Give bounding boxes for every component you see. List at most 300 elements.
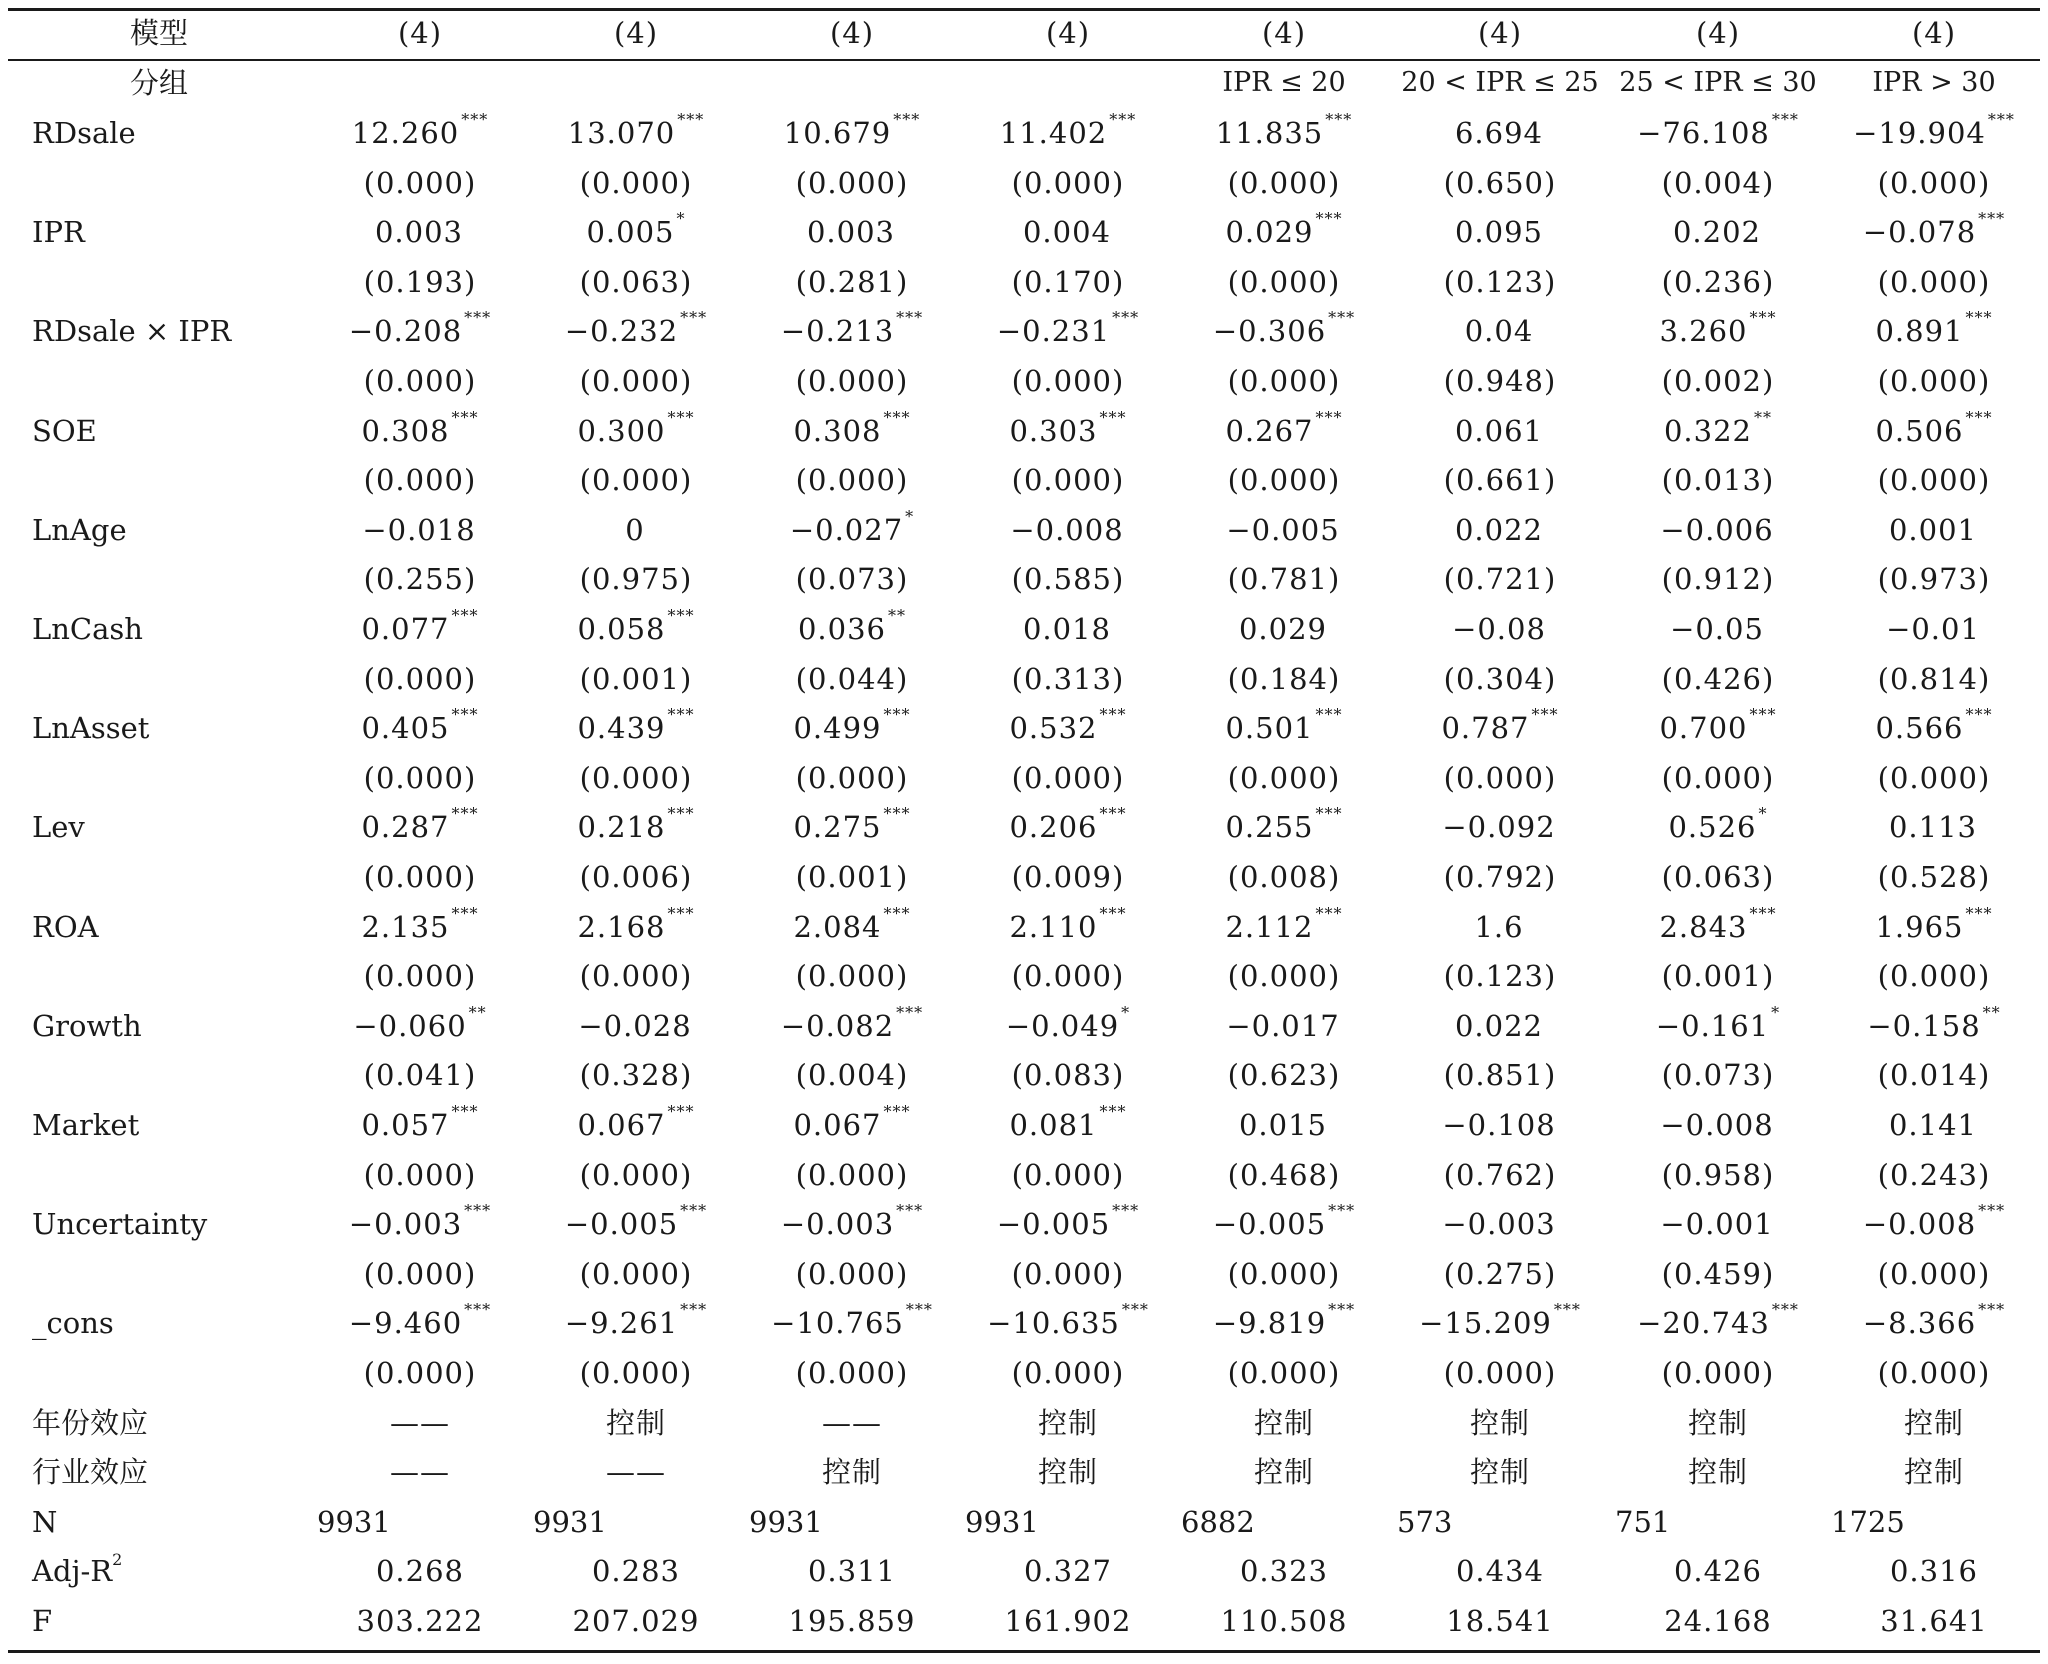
significance-stars: *** bbox=[883, 705, 911, 725]
coef-cell bbox=[1611, 1001, 1825, 1051]
pvalue-row-6 bbox=[0, 753, 2048, 803]
significance-stars: *** bbox=[1553, 1300, 1581, 1320]
coef-cell bbox=[1827, 902, 2041, 952]
n-cell-value: 6882 bbox=[1181, 1504, 1255, 1539]
pvalue-cell bbox=[961, 554, 1175, 604]
pvalue-cell bbox=[745, 654, 959, 704]
pvalue-cell bbox=[1827, 1249, 2041, 1299]
coef-cell-value: −0.008 bbox=[1660, 1108, 1774, 1142]
adj-r2-cell bbox=[529, 1546, 743, 1596]
significance-stars: *** bbox=[677, 110, 705, 129]
pvalue-cell-value: (0.000) bbox=[363, 760, 477, 795]
pvalue-cell-value: (0.781) bbox=[1227, 562, 1341, 597]
pvalue-cell bbox=[1827, 1150, 2041, 1200]
pvalue-cell-value: (0.000) bbox=[363, 165, 477, 200]
pvalue-cell bbox=[1177, 852, 1391, 902]
coef-cell-value: 3.260 bbox=[1659, 314, 1748, 349]
pvalue-cell-value: (0.851) bbox=[1443, 1058, 1557, 1093]
pvalue-cell bbox=[1611, 1050, 1825, 1100]
coef-cell bbox=[529, 306, 743, 356]
coef-cell-value: 0.029 bbox=[1225, 215, 1314, 250]
pvalue-cell bbox=[1827, 554, 2041, 604]
f-cell bbox=[1611, 1596, 1825, 1646]
pvalue-cell bbox=[529, 554, 743, 604]
pvalue-cell-value: (0.000) bbox=[579, 1256, 693, 1291]
pvalue-cell-value: (0.000) bbox=[579, 959, 693, 994]
pvalue-cell bbox=[1611, 1150, 1825, 1200]
pvalue-cell bbox=[745, 257, 959, 307]
pvalue-cell bbox=[1611, 554, 1825, 604]
pvalue-cell-value: (0.000) bbox=[579, 463, 693, 498]
coef-cell-value: 0.700 bbox=[1659, 711, 1748, 746]
significance-stars: *** bbox=[1112, 308, 1140, 328]
coef-cell-value: −0.231 bbox=[996, 314, 1111, 349]
pvalue-cell-value: (0.008) bbox=[1227, 860, 1341, 894]
pvalue-cell-value: (0.000) bbox=[1443, 1356, 1557, 1390]
pvalue-cell-value: (0.001) bbox=[1661, 959, 1775, 994]
coef-cell-value: 11.402 bbox=[999, 116, 1108, 150]
coef-cell bbox=[745, 1298, 959, 1348]
pvalue-row-3 bbox=[0, 455, 2048, 505]
pvalue-cell bbox=[745, 951, 959, 1001]
coef-cell-value: 0.787 bbox=[1441, 711, 1530, 746]
coef-cell bbox=[961, 1199, 1175, 1249]
pvalue-cell bbox=[961, 158, 1175, 208]
significance-stars: *** bbox=[896, 308, 924, 328]
pvalue-cell bbox=[1393, 1050, 1607, 1100]
coef-cell bbox=[745, 306, 959, 356]
coef-cell-value: 0.308 bbox=[361, 413, 450, 448]
significance-stars: *** bbox=[1109, 110, 1137, 129]
pvalue-cell-value: (0.000) bbox=[1877, 760, 1991, 795]
coef-cell bbox=[1827, 1100, 2041, 1150]
group-cell-5 bbox=[1177, 58, 1391, 108]
pvalue-cell bbox=[313, 753, 527, 803]
pvalue-cell bbox=[1393, 852, 1607, 902]
coef-cell bbox=[529, 1100, 743, 1150]
coef-cell-value: 0.057 bbox=[361, 1108, 450, 1142]
adj-r2-cell bbox=[313, 1546, 527, 1596]
pvalue-row-4 bbox=[0, 554, 2048, 604]
coef-cell-value: 0.036 bbox=[797, 612, 887, 646]
group-cell-2 bbox=[529, 58, 743, 108]
coef-cell bbox=[313, 1298, 527, 1348]
pvalue-cell-value: (0.000) bbox=[1227, 364, 1341, 398]
effect-cell bbox=[745, 1398, 959, 1448]
pvalue-cell-value: (0.000) bbox=[1661, 1356, 1775, 1390]
significance-stars: *** bbox=[667, 606, 695, 625]
n-cell bbox=[1181, 1497, 1395, 1547]
pvalue-cell-value: (0.000) bbox=[1877, 264, 1991, 299]
pvalue-cell-value: (0.014) bbox=[1877, 1058, 1991, 1093]
coef-cell bbox=[1827, 406, 2041, 456]
coef-cell bbox=[1393, 306, 1607, 356]
header-row bbox=[0, 8, 2048, 58]
pvalue-cell bbox=[1827, 1348, 2041, 1398]
pvalue-cell-value: (0.000) bbox=[1877, 1256, 1991, 1291]
coef-cell bbox=[1393, 902, 1607, 952]
effect-row-0 bbox=[0, 1398, 2048, 1448]
variable-label: LnCash bbox=[32, 612, 143, 646]
coef-cell-value: 0.303 bbox=[1009, 413, 1098, 448]
coef-cell bbox=[313, 406, 527, 456]
column-header-1-value: (4) bbox=[397, 16, 443, 50]
pvalue-cell bbox=[313, 356, 527, 406]
column-header-7 bbox=[1611, 8, 1825, 58]
coef-cell bbox=[1827, 207, 2041, 257]
pvalue-cell-value: (0.236) bbox=[1661, 264, 1775, 299]
coef-cell bbox=[1827, 108, 2041, 158]
effect-cell-value: 控制 bbox=[1253, 1405, 1314, 1440]
coef-cell bbox=[961, 604, 1175, 654]
significance-stars: *** bbox=[883, 1102, 911, 1121]
coef-cell-value: −76.108 bbox=[1637, 116, 1770, 150]
adj-r2-cell-value: 0.283 bbox=[591, 1554, 681, 1589]
coef-cell bbox=[961, 505, 1175, 555]
pvalue-cell-value: (0.623) bbox=[1227, 1058, 1341, 1093]
pvalue-cell-value: (0.459) bbox=[1661, 1256, 1775, 1291]
coef-row-5 bbox=[0, 604, 2048, 654]
pvalue-cell-value: (0.585) bbox=[1011, 562, 1125, 597]
significance-stars: *** bbox=[451, 606, 479, 625]
pvalue-cell-value: (0.973) bbox=[1877, 562, 1991, 597]
coef-cell bbox=[745, 207, 959, 257]
effect-cell-value: 控制 bbox=[1687, 1455, 1748, 1490]
significance-stars: *** bbox=[1965, 308, 1993, 328]
pvalue-cell bbox=[1393, 257, 1607, 307]
variable-label: IPR bbox=[32, 215, 85, 250]
column-header-6 bbox=[1393, 8, 1607, 58]
coef-cell-value: −0.082 bbox=[780, 1008, 895, 1043]
coef-cell-value: 2.110 bbox=[1009, 909, 1098, 944]
pvalue-cell bbox=[961, 852, 1175, 902]
coef-cell bbox=[745, 108, 959, 158]
coef-cell bbox=[529, 108, 743, 158]
coef-cell bbox=[961, 1001, 1175, 1051]
coef-cell-value: 0.003 bbox=[374, 215, 464, 250]
pvalue-row-12 bbox=[0, 1348, 2048, 1398]
pvalue-cell-value: (0.063) bbox=[1661, 860, 1775, 894]
column-header-4-value: (4) bbox=[1045, 16, 1091, 50]
coef-cell bbox=[529, 505, 743, 555]
variable-label: _cons bbox=[32, 1306, 114, 1341]
pvalue-cell bbox=[745, 1249, 959, 1299]
pvalue-cell bbox=[1393, 654, 1607, 704]
coef-cell bbox=[1827, 1199, 2041, 1249]
pvalue-cell-value: (0.000) bbox=[795, 959, 909, 994]
pvalue-cell-value: (0.721) bbox=[1443, 562, 1557, 597]
coef-cell-value: −0.003 bbox=[1442, 1207, 1556, 1242]
coef-cell bbox=[1393, 604, 1607, 654]
coef-row-4 bbox=[0, 505, 2048, 555]
pvalue-cell-value: (0.000) bbox=[795, 364, 909, 398]
significance-stars: *** bbox=[667, 705, 695, 725]
pvalue-cell bbox=[1827, 1050, 2041, 1100]
pvalue-cell-value: (0.426) bbox=[1661, 661, 1775, 696]
adj-r2-cell-value: 0.311 bbox=[807, 1554, 897, 1589]
pvalue-cell bbox=[1827, 257, 2041, 307]
coef-cell bbox=[1611, 1100, 1825, 1150]
significance-stars: *** bbox=[1965, 705, 1993, 725]
group-cell-7 bbox=[1611, 58, 1825, 108]
pvalue-cell-value: (0.000) bbox=[1227, 463, 1341, 498]
f-cell-value: 161.902 bbox=[1004, 1604, 1132, 1638]
pvalue-cell-value: (0.762) bbox=[1443, 1157, 1557, 1192]
coef-cell-value: 0.499 bbox=[793, 711, 882, 746]
significance-stars: *** bbox=[1749, 308, 1777, 328]
coef-row-1 bbox=[0, 207, 2048, 257]
pvalue-cell bbox=[1611, 158, 1825, 208]
significance-stars: ** bbox=[1982, 1002, 2001, 1022]
coef-cell bbox=[745, 1001, 959, 1051]
significance-stars: *** bbox=[667, 407, 695, 427]
significance-stars: * bbox=[1121, 1002, 1131, 1022]
coef-cell-value: 0.022 bbox=[1454, 512, 1544, 547]
n-cell bbox=[749, 1497, 963, 1547]
variable-label: RDsale × IPR bbox=[32, 314, 232, 349]
coef-cell-value: 0.058 bbox=[577, 612, 666, 646]
pvalue-cell bbox=[529, 1150, 743, 1200]
effect-cell bbox=[961, 1447, 1175, 1497]
pvalue-cell-value: (0.001) bbox=[795, 860, 909, 894]
pvalue-cell-value: (0.000) bbox=[363, 1157, 477, 1192]
coef-cell bbox=[1177, 1100, 1391, 1150]
pvalue-cell bbox=[961, 1348, 1175, 1398]
significance-stars: *** bbox=[667, 804, 695, 824]
pvalue-row-5 bbox=[0, 654, 2048, 704]
effect-cell bbox=[313, 1398, 527, 1448]
significance-stars: *** bbox=[1315, 705, 1343, 725]
coef-cell-value: 0.218 bbox=[577, 810, 666, 845]
pvalue-cell-value: (0.000) bbox=[363, 463, 477, 498]
coef-cell bbox=[529, 802, 743, 852]
significance-stars: *** bbox=[1978, 1300, 2006, 1320]
coef-cell-value: −0.208 bbox=[348, 314, 463, 349]
n-cell bbox=[1615, 1497, 1829, 1547]
pvalue-cell bbox=[1393, 455, 1607, 505]
coef-cell bbox=[1611, 703, 1825, 753]
pvalue-cell-value: (0.243) bbox=[1877, 1157, 1991, 1192]
pvalue-cell bbox=[1827, 654, 2041, 704]
coef-cell bbox=[313, 802, 527, 852]
pvalue-cell-value: (0.123) bbox=[1443, 264, 1557, 299]
pvalue-cell bbox=[745, 852, 959, 902]
group-cell-3 bbox=[745, 58, 959, 108]
coef-cell bbox=[1393, 108, 1607, 158]
coef-cell-value: 0.005 bbox=[586, 215, 675, 250]
coef-cell bbox=[313, 108, 527, 158]
coef-cell-value: −0.213 bbox=[780, 314, 895, 349]
pvalue-cell bbox=[745, 1150, 959, 1200]
pvalue-cell bbox=[961, 257, 1175, 307]
significance-stars: *** bbox=[464, 1201, 492, 1221]
coef-cell-value: −0.018 bbox=[362, 512, 476, 547]
adj-r2-cell-value: 0.316 bbox=[1889, 1554, 1979, 1589]
coef-row-10 bbox=[0, 1100, 2048, 1150]
significance-stars: *** bbox=[1099, 903, 1127, 923]
coef-cell bbox=[1611, 1298, 1825, 1348]
pvalue-cell-value: (0.000) bbox=[1227, 760, 1341, 795]
coef-cell bbox=[745, 802, 959, 852]
coef-cell-value: −0.060 bbox=[353, 1008, 467, 1043]
coef-cell-value: 0.891 bbox=[1875, 314, 1964, 349]
significance-stars: *** bbox=[1099, 804, 1127, 824]
significance-stars: *** bbox=[1749, 705, 1777, 725]
effect-cell bbox=[745, 1447, 959, 1497]
coef-cell-value: 1.965 bbox=[1875, 909, 1964, 944]
pvalue-cell bbox=[1611, 753, 1825, 803]
n-cell-value: 9931 bbox=[749, 1504, 823, 1539]
pvalue-cell-value: (0.528) bbox=[1877, 860, 1991, 894]
coef-cell-value: 0.206 bbox=[1009, 810, 1098, 845]
pvalue-row-1 bbox=[0, 257, 2048, 307]
pvalue-cell-value: (0.000) bbox=[1011, 1356, 1125, 1390]
pvalue-cell-value: (0.000) bbox=[1011, 760, 1125, 795]
pvalue-cell-value: (0.000) bbox=[795, 165, 909, 200]
pvalue-cell-value: (0.000) bbox=[1227, 264, 1341, 299]
group-cell-5-value: IPR ≤ 20 bbox=[1222, 67, 1346, 98]
pvalue-cell-value: (0.000) bbox=[1661, 760, 1775, 795]
coef-cell bbox=[1393, 406, 1607, 456]
coef-cell-value: 0.255 bbox=[1225, 810, 1314, 845]
pvalue-cell-value: (0.000) bbox=[795, 1356, 909, 1390]
adj-r2-cell bbox=[1827, 1546, 2041, 1596]
significance-stars: *** bbox=[1325, 110, 1353, 129]
coef-cell bbox=[1827, 1001, 2041, 1051]
coef-cell bbox=[313, 306, 527, 356]
pvalue-cell bbox=[1611, 1348, 1825, 1398]
coef-cell bbox=[1177, 108, 1391, 158]
coef-cell bbox=[745, 1199, 959, 1249]
effect-label: 年份效应 bbox=[32, 1405, 149, 1440]
pvalue-cell-value: (0.073) bbox=[1661, 1058, 1775, 1093]
coef-cell-value: 0.067 bbox=[793, 1108, 882, 1142]
coef-cell bbox=[1393, 802, 1607, 852]
pvalue-cell-value: (0.000) bbox=[1011, 463, 1125, 498]
coef-cell-value: −15.209 bbox=[1419, 1306, 1552, 1341]
coef-cell bbox=[1177, 802, 1391, 852]
pvalue-cell-value: (0.000) bbox=[579, 760, 693, 795]
coef-cell bbox=[529, 902, 743, 952]
pvalue-cell-value: (0.661) bbox=[1443, 463, 1557, 498]
pvalue-cell bbox=[1393, 1150, 1607, 1200]
pvalue-row-10 bbox=[0, 1150, 2048, 1200]
pvalue-cell bbox=[1177, 654, 1391, 704]
pvalue-cell bbox=[313, 1050, 527, 1100]
adj-r2-label bbox=[32, 1546, 122, 1596]
coef-cell-value: 12.260 bbox=[351, 116, 460, 150]
pvalue-cell bbox=[529, 852, 743, 902]
adj-r2-cell bbox=[1611, 1546, 1825, 1596]
coef-cell bbox=[1177, 207, 1391, 257]
pvalue-cell bbox=[529, 951, 743, 1001]
pvalue-cell-value: (0.000) bbox=[1011, 1157, 1125, 1192]
coef-cell bbox=[1827, 306, 2041, 356]
coef-cell-value: 6.694 bbox=[1454, 116, 1544, 150]
variable-label: ROA bbox=[32, 909, 99, 944]
coef-cell bbox=[745, 604, 959, 654]
coef-cell-value: −20.743 bbox=[1637, 1306, 1770, 1341]
coef-cell-value: −0.078 bbox=[1862, 215, 1977, 250]
group-cell-7-value: 25 < IPR ≤ 30 bbox=[1619, 67, 1817, 98]
coef-cell bbox=[1827, 505, 2041, 555]
pvalue-row-7 bbox=[0, 852, 2048, 902]
coef-cell-value: 0.022 bbox=[1454, 1008, 1544, 1043]
coef-cell-value: 1.6 bbox=[1474, 909, 1524, 944]
pvalue-cell bbox=[529, 356, 743, 406]
significance-stars: ** bbox=[888, 606, 907, 625]
significance-stars: *** bbox=[1315, 407, 1343, 427]
coef-cell-value: 2.135 bbox=[361, 909, 450, 944]
effect-row-1 bbox=[0, 1447, 2048, 1497]
n-cell-value: 751 bbox=[1615, 1504, 1671, 1539]
n-cell-value: 573 bbox=[1397, 1504, 1453, 1539]
group-cell-4 bbox=[961, 58, 1175, 108]
significance-stars: *** bbox=[896, 1002, 924, 1022]
pvalue-cell-value: (0.000) bbox=[795, 1157, 909, 1192]
pvalue-cell bbox=[961, 753, 1175, 803]
effect-cell-value: —— bbox=[606, 1455, 666, 1490]
column-header-5-value: (4) bbox=[1261, 16, 1307, 50]
coef-cell-value: −0.108 bbox=[1442, 1108, 1556, 1142]
pvalue-cell bbox=[745, 1050, 959, 1100]
pvalue-cell-value: (0.000) bbox=[579, 1157, 693, 1192]
n-label: N bbox=[32, 1504, 58, 1539]
coef-cell bbox=[1177, 306, 1391, 356]
coef-cell bbox=[1393, 505, 1607, 555]
column-header-8 bbox=[1827, 8, 2041, 58]
n-cell-value: 1725 bbox=[1831, 1504, 1905, 1539]
pvalue-cell bbox=[1611, 1249, 1825, 1299]
variable-label: Growth bbox=[32, 1008, 142, 1043]
f-cell bbox=[313, 1596, 527, 1646]
pvalue-cell bbox=[313, 951, 527, 1001]
column-header-8-value: (4) bbox=[1911, 16, 1957, 50]
pvalue-cell-value: (0.468) bbox=[1227, 1157, 1341, 1192]
effect-cell-value: —— bbox=[390, 1455, 450, 1490]
coef-cell-value: −0.05 bbox=[1670, 612, 1764, 646]
pvalue-cell-value: (0.006) bbox=[579, 860, 693, 894]
variable-label: Market bbox=[32, 1108, 140, 1142]
coef-cell-value: −0.027 bbox=[789, 512, 904, 547]
pvalue-cell bbox=[313, 852, 527, 902]
coef-cell bbox=[961, 406, 1175, 456]
column-header-1 bbox=[313, 8, 527, 58]
effect-cell-value: 控制 bbox=[821, 1455, 882, 1490]
coef-cell-value: 0.003 bbox=[806, 215, 896, 250]
coef-cell bbox=[745, 505, 959, 555]
effect-cell-value: —— bbox=[822, 1405, 882, 1440]
n-cell-value: 9931 bbox=[965, 1504, 1039, 1539]
coef-cell-value: 0.061 bbox=[1454, 413, 1544, 448]
pvalue-cell bbox=[1827, 852, 2041, 902]
coef-cell-value: −8.366 bbox=[1862, 1306, 1977, 1341]
effect-cell bbox=[313, 1447, 527, 1497]
f-cell bbox=[1177, 1596, 1391, 1646]
coef-cell-value: −0.306 bbox=[1212, 314, 1327, 349]
significance-stars: *** bbox=[905, 1300, 933, 1320]
coef-cell bbox=[961, 802, 1175, 852]
coef-cell-value: −0.008 bbox=[1010, 512, 1124, 547]
significance-stars: *** bbox=[893, 110, 921, 129]
coef-cell-value: −19.904 bbox=[1853, 116, 1986, 150]
effect-cell-value: 控制 bbox=[1687, 1405, 1748, 1440]
coef-cell-value: −0.003 bbox=[780, 1207, 895, 1242]
significance-stars: *** bbox=[1328, 1300, 1356, 1320]
pvalue-cell-value: (0.000) bbox=[1877, 959, 1991, 994]
coef-cell-value: 0.067 bbox=[577, 1108, 666, 1142]
f-cell bbox=[745, 1596, 959, 1646]
